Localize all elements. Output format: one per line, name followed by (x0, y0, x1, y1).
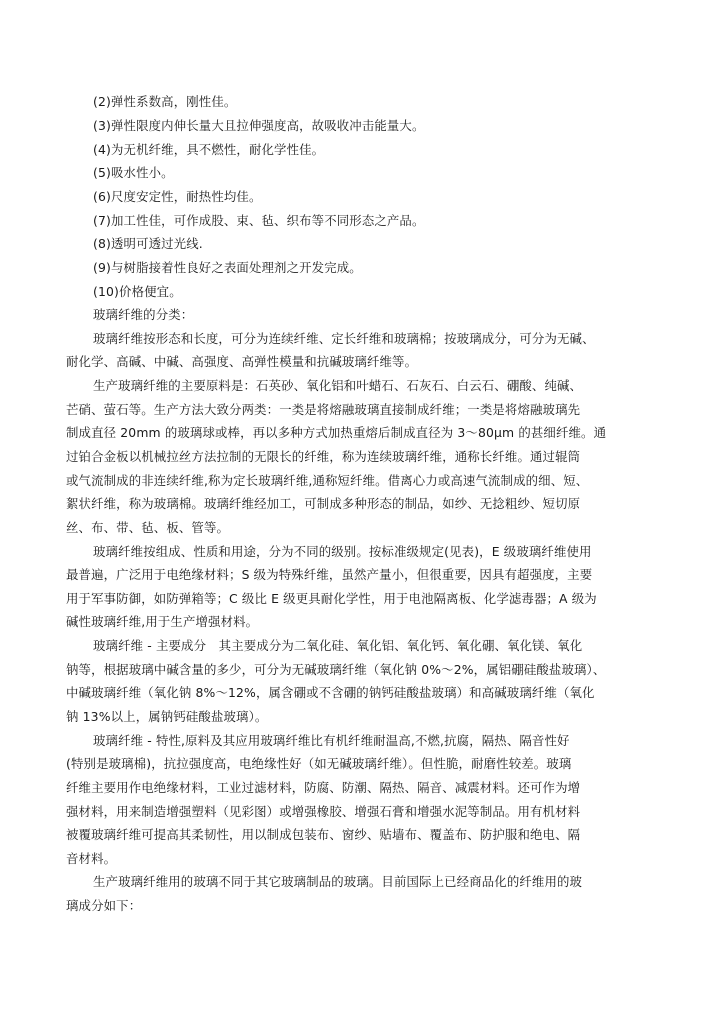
paragraph-line: 强材料，用来制造增强塑料（见彩图）或增强橡胶、增强石膏和增强水泥等制品。用有机材料 (66, 804, 581, 819)
property-line-4: (4)为无机纤维，具不燃性，耐化学性佳。 (93, 142, 325, 157)
property-line-7: (7)加工性佳，可作成股、束、毡、织布等不同形态之产品。 (93, 213, 425, 228)
section-heading: 玻璃纤维的分类： (93, 307, 194, 322)
property-line-6: (6)尺度安定性，耐热性均佳。 (93, 189, 262, 204)
property-line-5: (5)吸水性小。 (93, 165, 174, 180)
paragraph-line: 中碱玻璃纤维（氧化钠 8%～12%，属含硼或不含硼的钠钙硅酸盐玻璃）和高碱玻璃纤维（氧化 (66, 685, 595, 700)
property-line-10: (10)价格便宜。 (93, 284, 182, 299)
paragraph-line: 生产玻璃纤维的主要原料是：石英砂、氧化铝和叶蜡石、石灰石、白云石、硼酸、纯碱、 (93, 378, 583, 393)
paragraph-line: 璃成分如下： (66, 898, 142, 913)
paragraph-line: 钠等，根据玻璃中碱含量的多少，可分为无碱玻璃纤维（氧化钠 0%～2%，属铝硼硅酸盐玻璃）、 (66, 662, 606, 677)
paragraph-line: 絮状纤维，称为玻璃棉。玻璃纤维经加工，可制成多种形态的制品，如纱、无捻粗纱、短切原 (66, 496, 581, 511)
property-line-3: (3)弹性限度内伸长量大且拉伸强度高，故吸收冲击能量大。 (93, 118, 425, 133)
property-line-9: (9)与树脂接着性良好之表面处理剂之开发完成。 (93, 260, 362, 275)
paragraph-line: 玻璃纤维 - 特性,原料及其应用玻璃纤维比有机纤维耐温高,不燃,抗腐，隔热、隔音性好 (93, 733, 570, 748)
paragraph-line: 钠 13%以上，属钠钙硅酸盐玻璃）。 (66, 709, 268, 724)
paragraph-line: 最普遍，广泛用于电绝缘材料；S 级为特殊纤维，虽然产量小，但很重要，因具有超强度，主要 (66, 567, 593, 582)
paragraph-line: 碱性玻璃纤维,用于生产增强材料。 (66, 614, 259, 629)
paragraph-line: (特别是玻璃棉)，抗拉强度高，电绝缘性好（如无碱玻璃纤维）。但性脆，耐磨性较差。玻璃 (66, 756, 572, 771)
paragraph-line: 玻璃纤维 - 主要成分 其主要成分为二氧化硅、氧化铝、氧化钙、氧化硼、氧化镁、氧化 (93, 638, 583, 653)
paragraph-line: 或气流制成的非连续纤维,称为定长玻璃纤维,通称短纤维。借离心力或高速气流制成的细、短、 (66, 473, 589, 488)
paragraph-line: 被覆玻璃纤维可提高其柔韧性，用以制成包装布、窗纱、贴墙布、覆盖布、防护服和绝电、隔 (66, 827, 581, 842)
paragraph-line: 芒硝、萤石等。生产方法大致分两类：一类是将熔融玻璃直接制成纤维；一类是将熔融玻璃先 (66, 402, 581, 417)
paragraph-line: 纤维主要用作电绝缘材料，工业过滤材料，防腐、防潮、隔热、隔音、减震材料。还可作为增 (66, 780, 581, 795)
paragraph-line: 生产玻璃纤维用的玻璃不同于其它玻璃制品的玻璃。目前国际上已经商品化的纤维用的玻 (93, 874, 583, 889)
property-line-2: (2)弹性系数高，刚性佳。 (93, 94, 237, 109)
paragraph-line: 玻璃纤维按组成、性质和用途，分为不同的级别。按标准级规定(见表)，E 级玻璃纤维使用 (93, 544, 592, 559)
paragraph-line: 耐化学、高碱、中碱、高强度、高弹性模量和抗碱玻璃纤维等。 (66, 354, 418, 369)
paragraph-line: 丝、布、带、毡、板、管等。 (66, 520, 230, 535)
paragraph-line: 过铂合金板以机械拉丝方法拉制的无限长的纤维，称为连续玻璃纤维，通称长纤维。通过辊筒 (66, 449, 581, 464)
paragraph-line: 制成直径 20mm 的玻璃球或棒，再以多种方式加热重熔后制成直径为 3～80μm 的甚细纤维。通 (66, 425, 607, 440)
paragraph-line: 音材料。 (66, 851, 117, 866)
property-line-8: (8)透明可透过光线. (93, 236, 203, 251)
paragraph-line: 玻璃纤维按形态和长度，可分为连续纤维、定长纤维和玻璃棉；按玻璃成分，可分为无碱、 (93, 331, 595, 346)
paragraph-line: 用于军事防御，如防弹箱等；C 级比 E 级更具耐化学性，用于电池隔离板、化学滤毒器；A 级为 (66, 591, 597, 606)
